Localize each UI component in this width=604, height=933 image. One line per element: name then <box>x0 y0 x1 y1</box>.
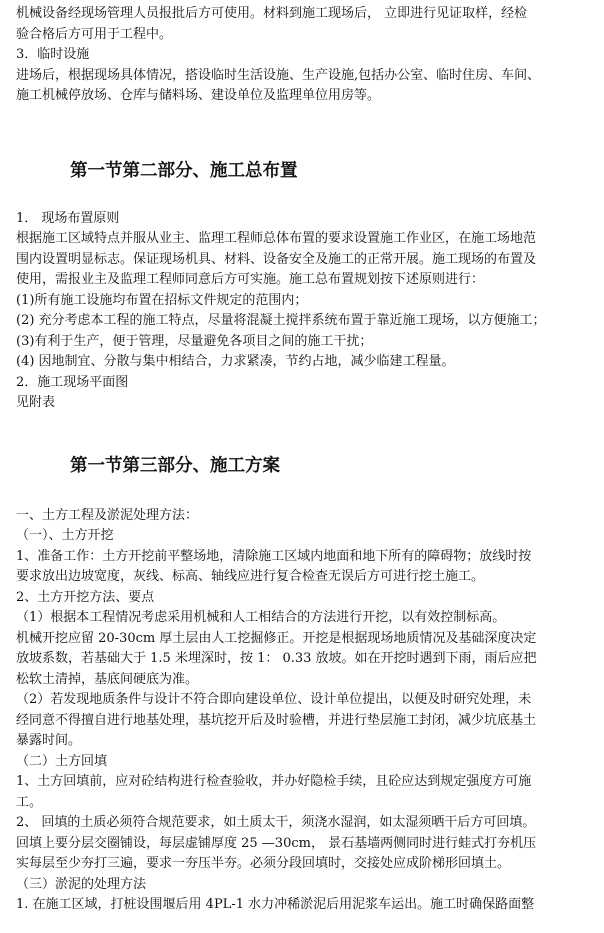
paragraph-line: 工。 <box>16 794 43 810</box>
paragraph-line: 根据施工区域特点并服从业主、监理工程师总体布置的要求设置施工作业区，在施工场地范 <box>16 231 537 246</box>
paragraph-line: 机械开挖应留 20-30cm 厚土层由人工挖掘修正。开挖是根据现场地质情况及基础深度决定 <box>16 630 537 646</box>
paragraph-line: 2、 回填的土质必须符合规范要求，如土质太干，须浇水湿润，如太湿须晒干后方可回填。 <box>16 815 536 830</box>
paragraph-line: 实每层至少夯打三遍，要求一夯压半夯。必须分段回填时，交接处应成阶梯形回填土。 <box>16 856 511 871</box>
paragraph-line: 1、土方回填前，应对砼结构进行检查验收，并办好隐检手续，且砼应达到规定强度方可施 <box>16 774 532 789</box>
paragraph-line: 暴露时间。 <box>16 733 82 748</box>
paragraph-line: （1）根据本工程情况考虑采用机械和人工相结合的方法进行开挖，以有效控制标高。 <box>16 610 506 625</box>
section-construction-plan <box>16 506 588 916</box>
section-materials-and-facilities <box>16 4 588 107</box>
paragraph-line: （2）若发现地质条件与设计不符合即向建设单位、设计单位提出，以便及时研究处理，未 <box>16 692 532 707</box>
paragraph-line: 经同意不得擅自进行地基处理，基坑挖开后及时验槽，并进行垫层施工封闭，减少坑底基土 <box>16 712 537 728</box>
paragraph-line: 机械设备经现场管理人员报批后方可使用。材料到施工现场后， 立即进行见证取样，经检 <box>16 6 528 21</box>
paragraph-line: 围内设置明显标志。保证现场机具、材料、设备安全及施工的正常开展。施工现场的布置及 <box>16 251 537 267</box>
subheading-layout-principles: 1． 现场布置原则 <box>16 210 120 226</box>
paragraph-line: 见附表 <box>16 395 56 410</box>
subheading-site-plan: 2．施工现场平面图 <box>16 374 129 390</box>
subheading-backfill: （二）土方回填 <box>16 753 108 769</box>
list-item: (2) 充分考虑本工程的施工特点，尽量将混凝土搅拌系统布置于靠近施工现场，以方便施工； <box>16 313 546 328</box>
subheading-excavation-methods: 2、土方开挖方法、要点 <box>16 589 155 605</box>
paragraph-line: 1. 在施工区域，打桩设围堰后用 4PL-1 水力冲稀淤泥后用泥浆车运出。施工时确保路面整 <box>16 897 535 912</box>
paragraph-line: 回填上要分层交圈铺设，每层虚铺厚度 25 —30cm， 景石基墙两侧同时进行蛙式打夯机压 <box>16 835 537 851</box>
paragraph-line: 要求放出边坡宽度，灰线、标高、轴线应进行复合检查无误后方可进行挖土施工。 <box>16 569 485 584</box>
paragraph-line: 放坡系数，若基础大于 1.5 米埋深时，按 1： 0.33 放坡。如在开挖时遇到下雨，雨后应把 <box>16 651 537 666</box>
paragraph-line: 松软土清掉，基底间硬底为准。 <box>16 671 199 687</box>
paragraph-line: 进场后，根据现场具体情况，搭设临时生活设施、生产设施,包括办公室、临时住房、车间、 <box>16 67 541 83</box>
section-heading-construction-plan: 第一节第三部分、施工方案 <box>70 455 280 476</box>
list-item: (3)有利于生产，便于管理，尽量避免各项目之间的施工干扰； <box>16 333 373 349</box>
subheading-excavation: （一）、土方开挖 <box>16 528 114 543</box>
section-heading-general-layout: 第一节第二部分、施工总布置 <box>70 160 298 181</box>
subheading-earthwork: 一、土方工程及淤泥处理方法： <box>16 507 199 523</box>
subheading-silt-treatment: （三）淤泥的处理方法 <box>16 876 147 892</box>
paragraph-line: 1、准备工作：土方开挖前平整场地，清除施工区域内地面和地下所有的障碍物；放线时按 <box>16 548 532 564</box>
section-general-layout <box>16 209 588 414</box>
list-item: (4) 因地制宜、分散与集中相结合，力求紧凑，节约占地，减少临建工程量。 <box>16 354 455 369</box>
paragraph-line: 施工机械停放场、仓库与储料场、建设单位及监理单位用房等。 <box>16 88 381 103</box>
subheading-temporary-facilities: 3．临时设施 <box>16 47 90 62</box>
paragraph-line: 验合格后方可用于工程中。 <box>16 26 173 42</box>
list-item: (1)所有施工设施均布置在招标文件规定的范围内； <box>16 292 308 308</box>
paragraph-line: 使用，需报业主及监理工程师同意后方可实施。施工总布置规划按下述原则进行： <box>16 272 485 287</box>
